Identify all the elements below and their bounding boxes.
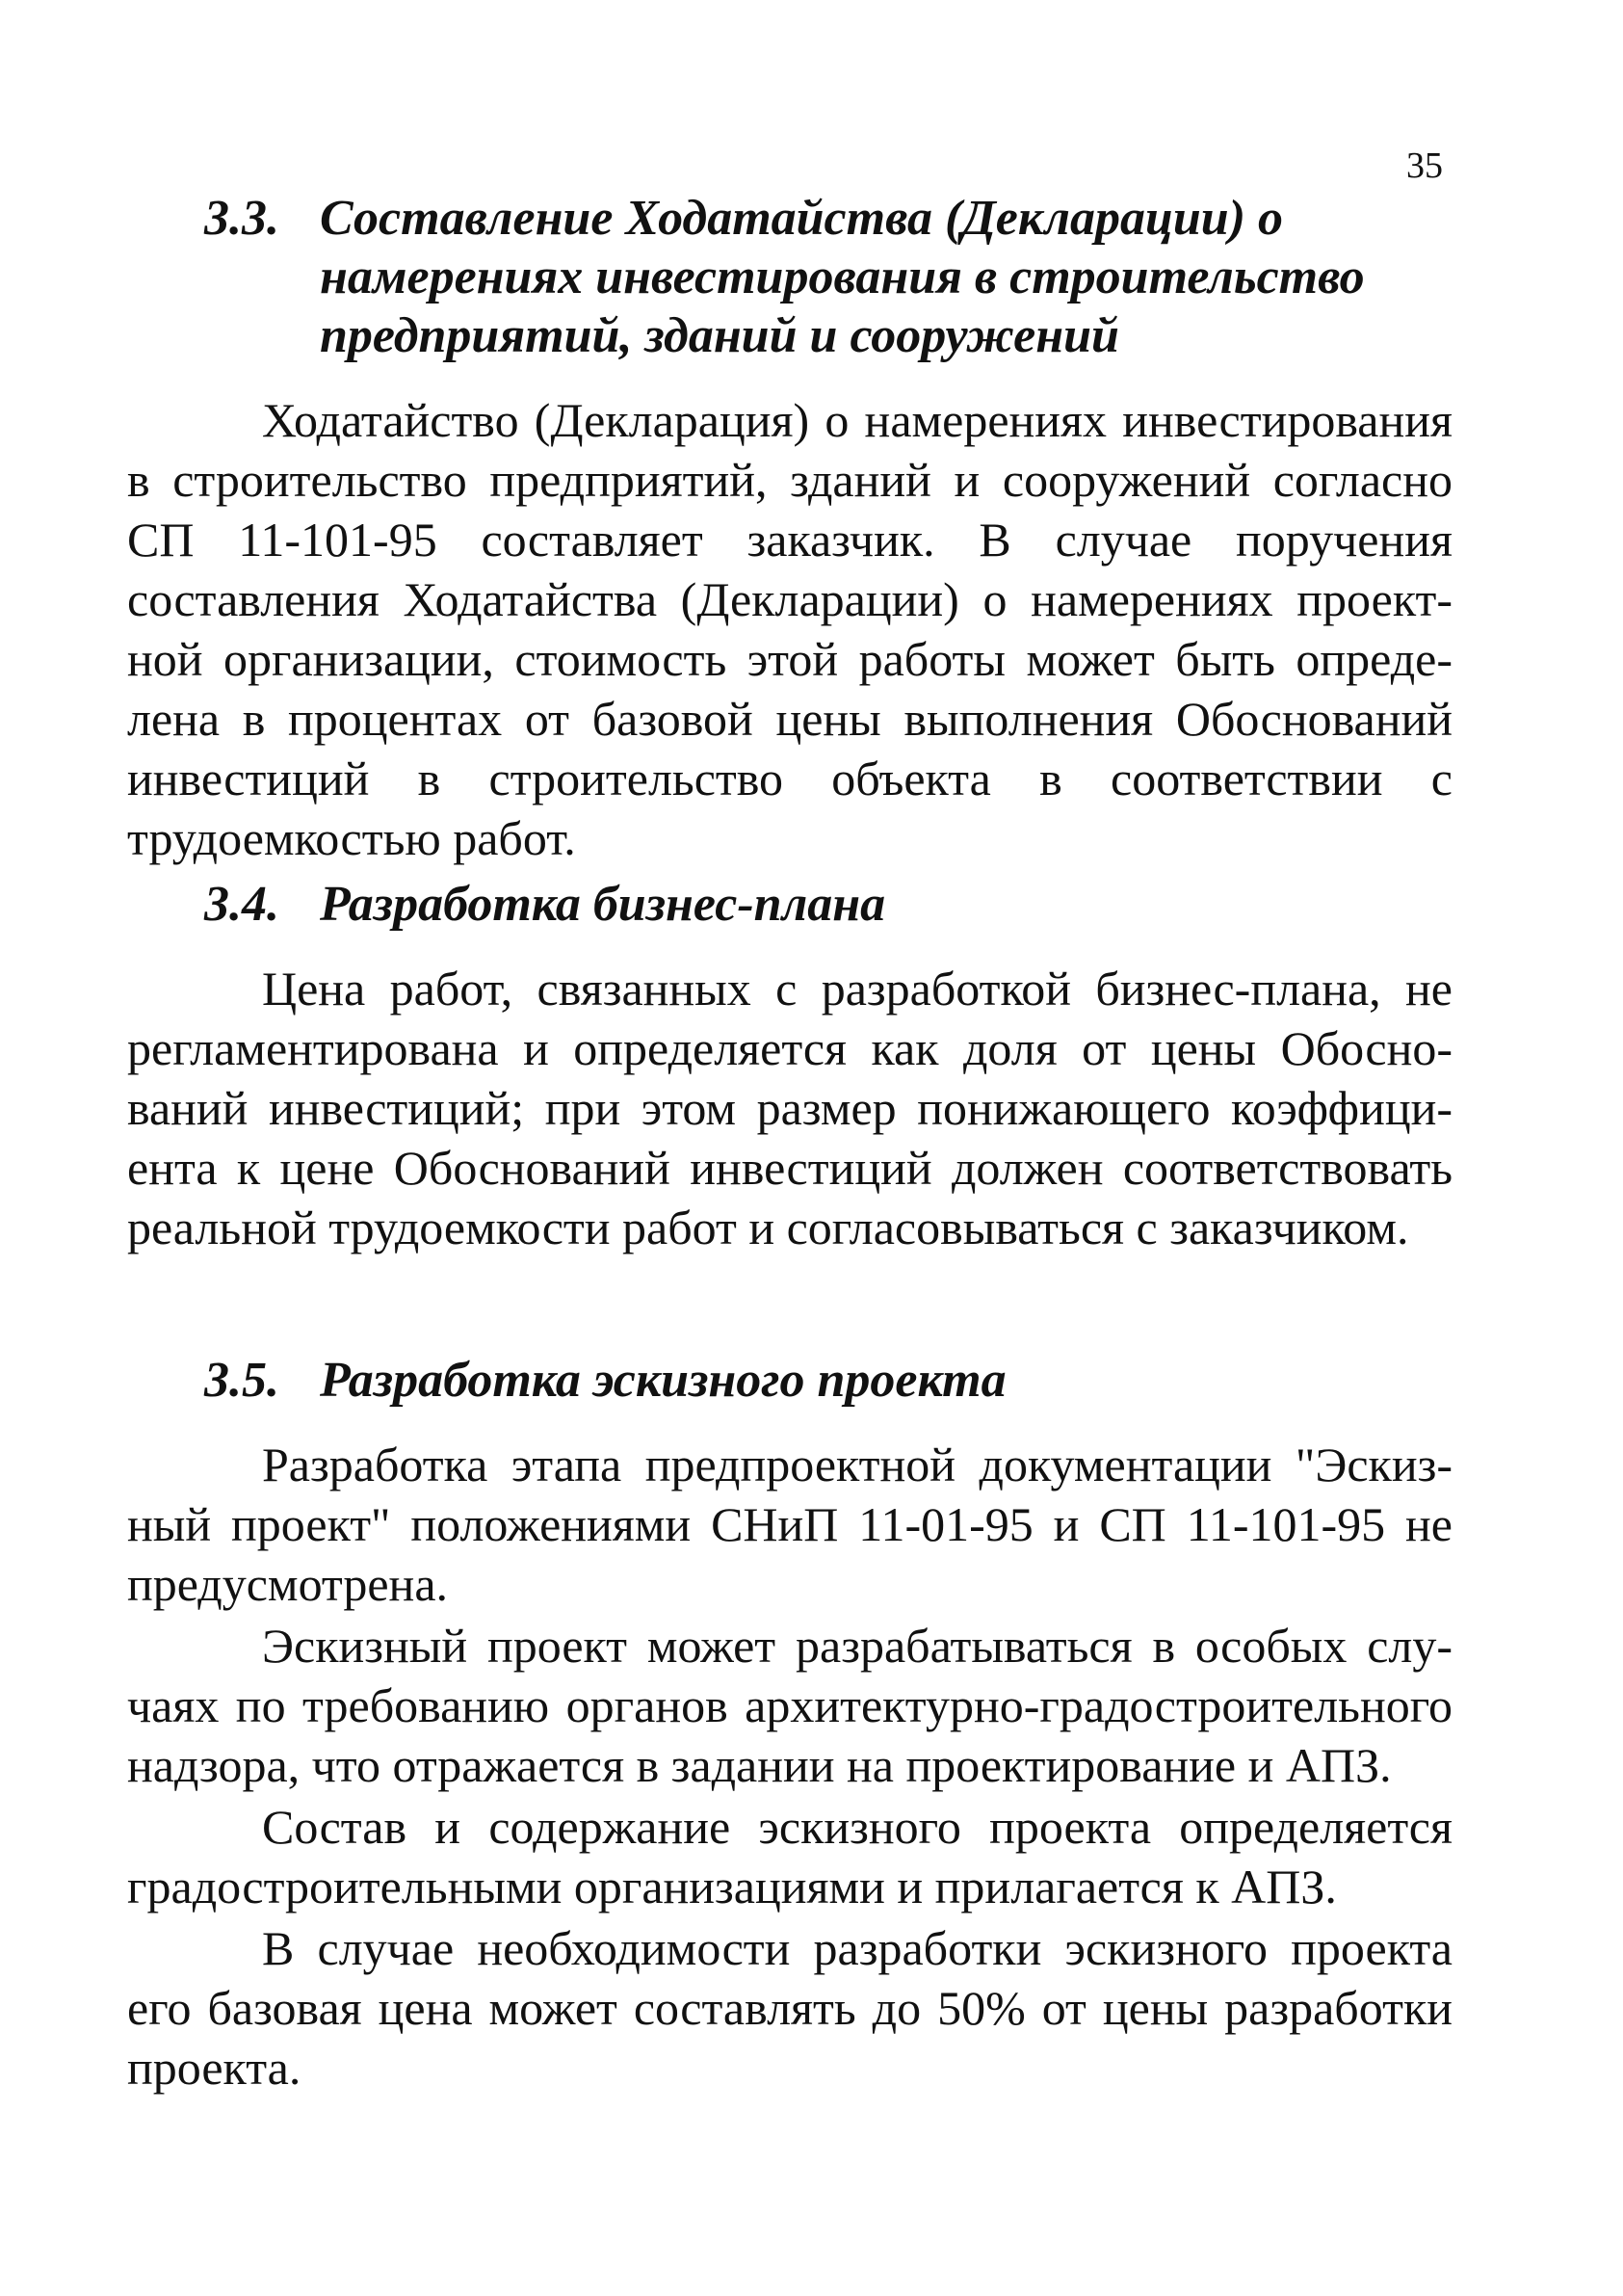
paragraph: Состав и содержание эскизного проекта определяется градостроительными организациями и прилагается к АПЗ. [127,1800,1453,1913]
paragraph: Ходатайство (Декларация) о намерениях инвестирования в строительство предприятий, зданий и сооружений согласно СП 11-101-95 составляет заказчик. В случае поручения составления Ходатайства (Декларации) о намерениях проектной организации, стоимость этой работы может быть определена в процентах от базовой цены выполнения Обоснований инвестиций в строительство объекта в соответствии с трудоемкостью работ. [127,393,1453,865]
section-title: Составление Ходатайства (Декларации) о намерениях инвестирования в строительство предприятий, зданий и сооружений [320,191,1365,363]
section-title: Разработка бизнес-плана [320,877,886,932]
paragraph: В случае необходимости разработки эскизного проекта его базовая цена может составлять до 50% от цены разработки проекта. [127,1921,1453,2095]
section-number: 3.4. [204,877,279,932]
section-heading [127,875,1453,934]
section-3-3 [127,189,1453,868]
page-number: 35 [1406,145,1443,186]
section-3-5 [127,1351,1453,2098]
section-heading [127,189,1453,365]
section-title: Разработка эскизного проекта [320,1353,1007,1408]
paragraph: Цена работ, связанных с разработкой бизнес-плана, не регламентирована и определяется как доля от цены Обоснований инвестиций; при этом размер понижающего коэффициента к цене Обоснований инвестиций должен соответствовать реальной трудоемкости работ и согласовываться с заказчиком. [127,962,1453,1254]
paragraph: Эскизный проект может разрабатываться в особых случаях по требованию органов архитектурно-градостроительного надзора, что отражается в задании на проектирование и АПЗ. [127,1619,1453,1792]
paragraph: Разработка этапа предпроектной документации "Эскизный проект" положениями СНиП 11-01-95 и СП 11-101-95 не предусмотрена. [127,1438,1453,1611]
section-3-4 [127,875,1453,1257]
section-heading [127,1351,1453,1410]
section-number: 3.3. [204,191,279,246]
section-number: 3.5. [204,1353,279,1408]
